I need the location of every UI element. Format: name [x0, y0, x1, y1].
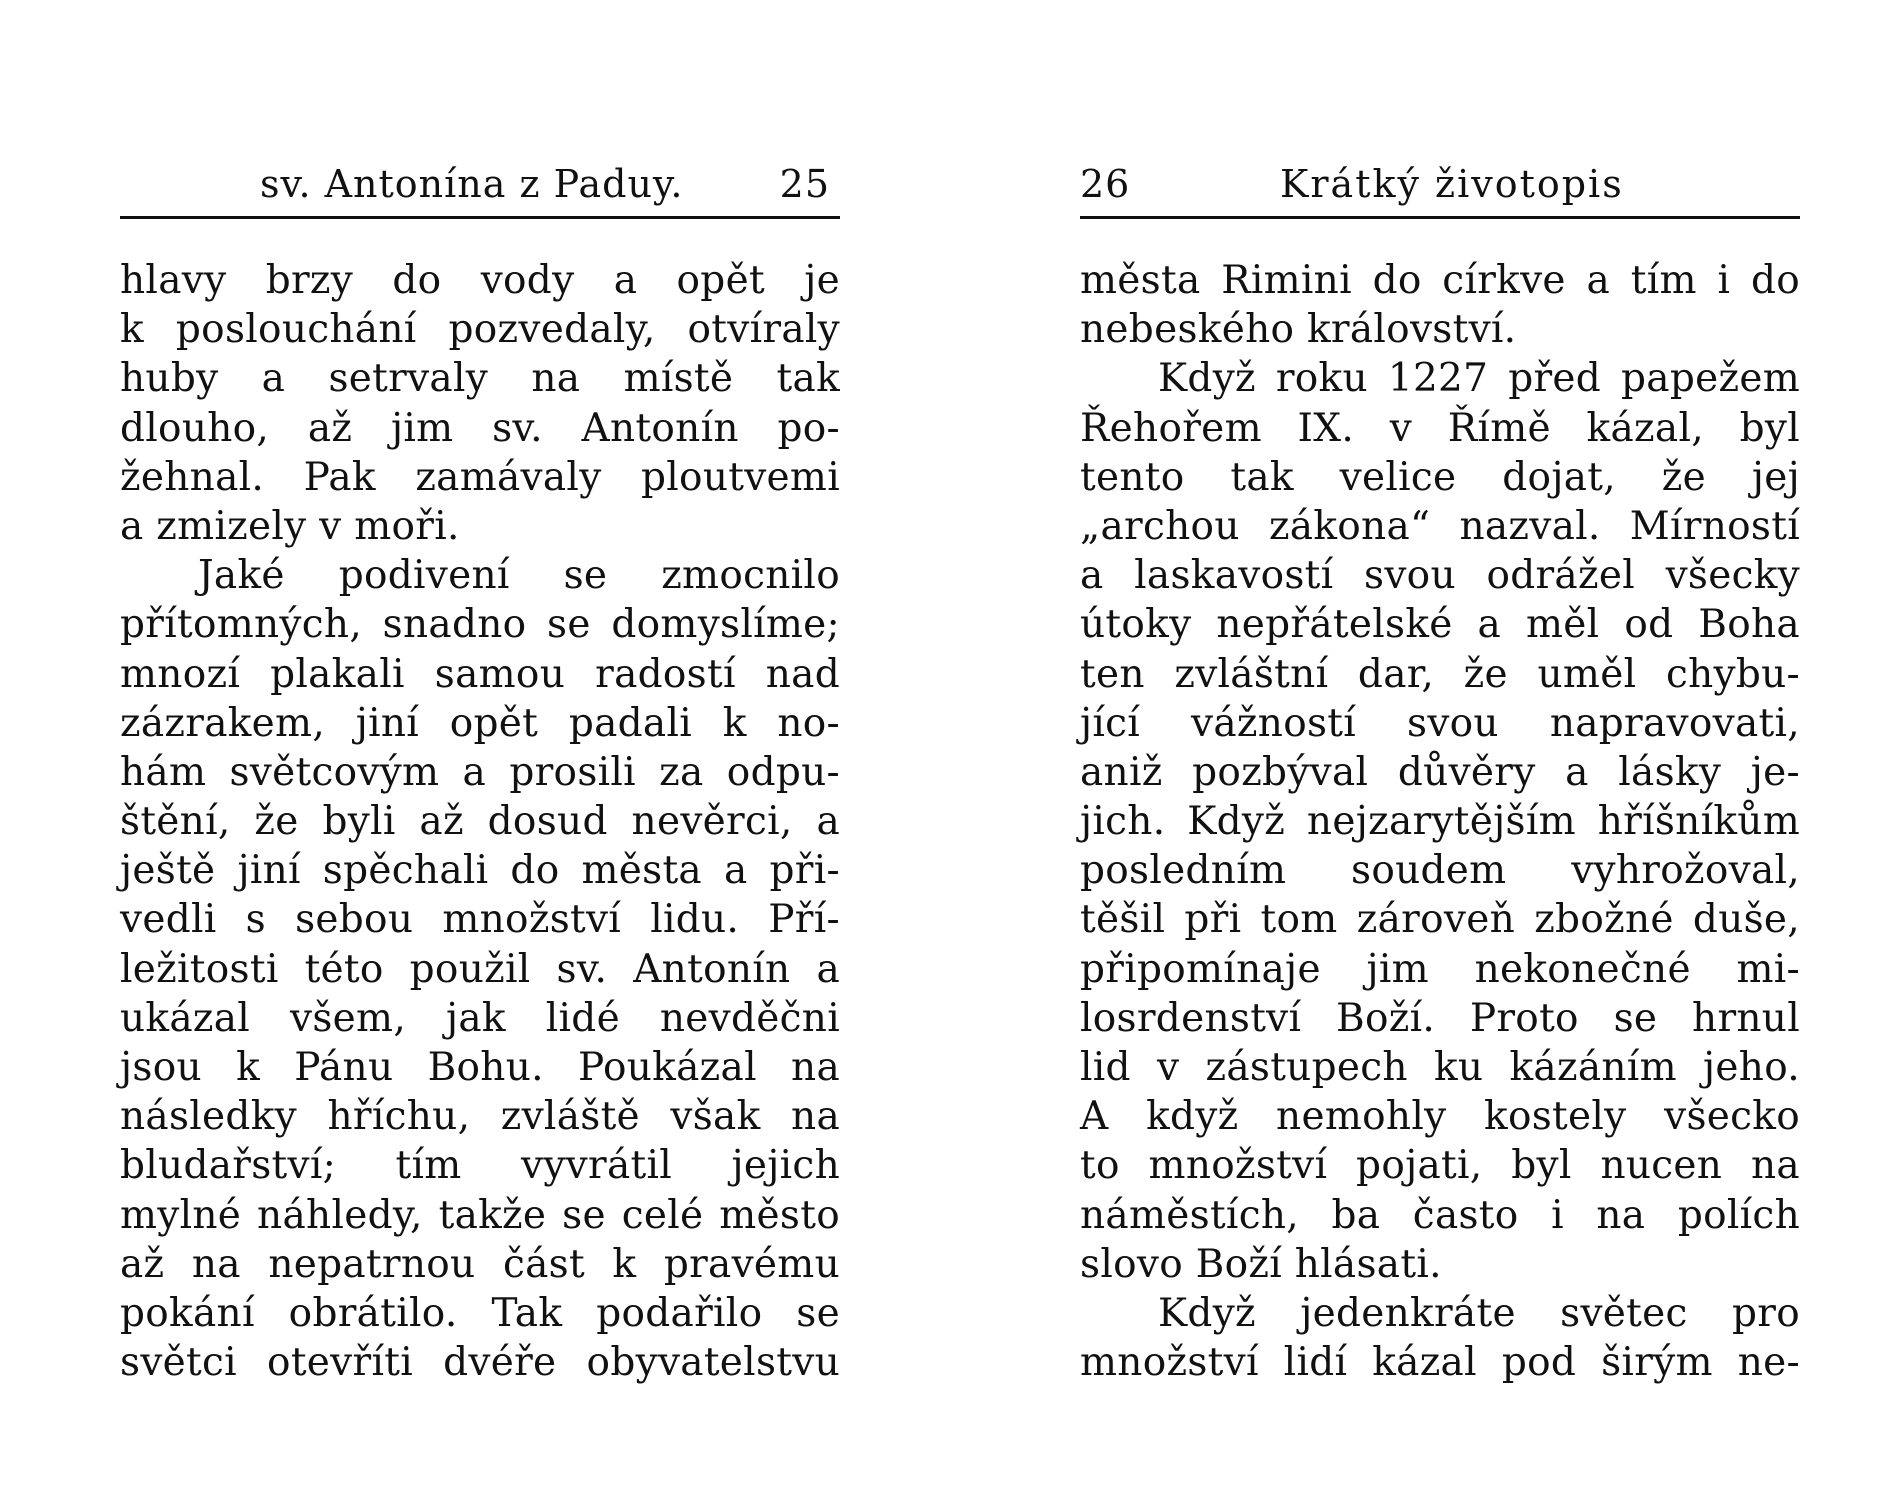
text-line: světci otevříti dvéře obyvatelstvu [120, 1340, 840, 1386]
text-line: ještě jiní spěchali do města a při- [120, 848, 840, 894]
text-line: a laskavostí svou odrážel všecky [1080, 553, 1800, 599]
right-page [1080, 0, 1800, 1500]
text-line: aniž pozbýval důvěry a lásky je- [1080, 749, 1800, 795]
text-line: posledním soudem vyhrožoval, [1080, 848, 1800, 894]
text-line: slovo Boží hlásati. [1080, 1241, 1442, 1287]
right-header-title: Krátký životopis [1280, 162, 1624, 206]
text-line: přítomných, snadno se domyslíme; [120, 602, 840, 648]
text-line: jící vážností svou napravovati, [1080, 700, 1800, 746]
left-header-rule [120, 216, 840, 219]
text-line: hlavy brzy do vody a opět je [120, 258, 840, 303]
text-line: to množství pojati, byl nucen na [1080, 1143, 1800, 1189]
text-line: Když roku 1227 před papežem [1158, 356, 1800, 402]
left-header-title: sv. Antonína z Paduy. [260, 162, 684, 206]
left-page [120, 0, 840, 1500]
left-body-text [120, 256, 840, 1387]
text-line: „archou zákona“ nazval. Mírností [1080, 503, 1800, 549]
text-line: štění, že byli až dosud nevěrci, a [120, 799, 840, 845]
right-header-rule [1080, 216, 1800, 219]
text-line: Jaké podivení se zmocnilo [198, 553, 840, 599]
right-page-number: 26 [1080, 162, 1131, 206]
text-line: hám světcovým a prosili za odpu- [120, 749, 840, 795]
text-line: města Rimini do církve a tím i do [1080, 258, 1800, 303]
text-line: náměstích, ba často i na polích [1080, 1192, 1800, 1238]
text-line: až na nepatrnou část k pravému [120, 1241, 840, 1287]
text-line: těšil při tom zároveň zbožné duše, [1080, 897, 1800, 943]
text-line: Když jedenkráte světec pro [1158, 1290, 1800, 1336]
right-running-header [1080, 162, 1800, 212]
text-line: pokání obrátilo. Tak podařilo se [120, 1290, 840, 1336]
text-line: Řehořem IX. v Římě kázal, byl [1080, 405, 1800, 451]
text-line: ukázal všem, jak lidé nevděčni [120, 995, 840, 1041]
text-line: útoky nepřátelské a měl od Boha [1080, 602, 1800, 648]
left-running-header [120, 162, 840, 212]
text-line: nebeského království. [1080, 307, 1517, 353]
text-line: tento tak velice dojat, že jej [1080, 454, 1800, 500]
right-body-text [1080, 256, 1800, 1387]
text-line: zázrakem, jiní opět padali k no- [120, 700, 840, 746]
text-line: dlouho, až jim sv. Antonín po- [120, 405, 840, 451]
text-line: huby a setrvaly na místě tak [120, 356, 840, 402]
text-line: losrdenství Boží. Proto se hrnul [1080, 995, 1800, 1041]
text-line: následky hříchu, zvláště však na [120, 1094, 840, 1140]
text-line: vedli s sebou množství lidu. Pří- [120, 897, 840, 943]
text-line: k poslouchání pozvedaly, otvíraly [120, 307, 840, 353]
text-line: ležitosti této použil sv. Antonín a [120, 946, 840, 992]
text-line: bludařství; tím vyvrátil jejich [120, 1143, 840, 1189]
text-line: a zmizely v moři. [120, 503, 460, 549]
text-line: ten zvláštní dar, že uměl chybu- [1080, 651, 1800, 697]
text-line: lid v zástupech ku kázáním jeho. [1080, 1045, 1800, 1090]
text-line: A když nemohly kostely všecko [1080, 1094, 1800, 1140]
text-line: mnozí plakali samou radostí nad [120, 651, 840, 697]
left-page-number: 25 [779, 162, 830, 206]
text-line: připomínaje jim nekonečné mi- [1080, 946, 1800, 992]
text-line: jsou k Pánu Bohu. Poukázal na [120, 1045, 840, 1090]
text-line: jich. Když nejzarytějším hříšníkům [1080, 799, 1800, 845]
text-line: množství lidí kázal pod širým ne- [1080, 1340, 1800, 1386]
text-line: žehnal. Pak zamávaly ploutvemi [120, 454, 840, 500]
text-line: mylné náhledy, takže se celé město [120, 1192, 840, 1238]
